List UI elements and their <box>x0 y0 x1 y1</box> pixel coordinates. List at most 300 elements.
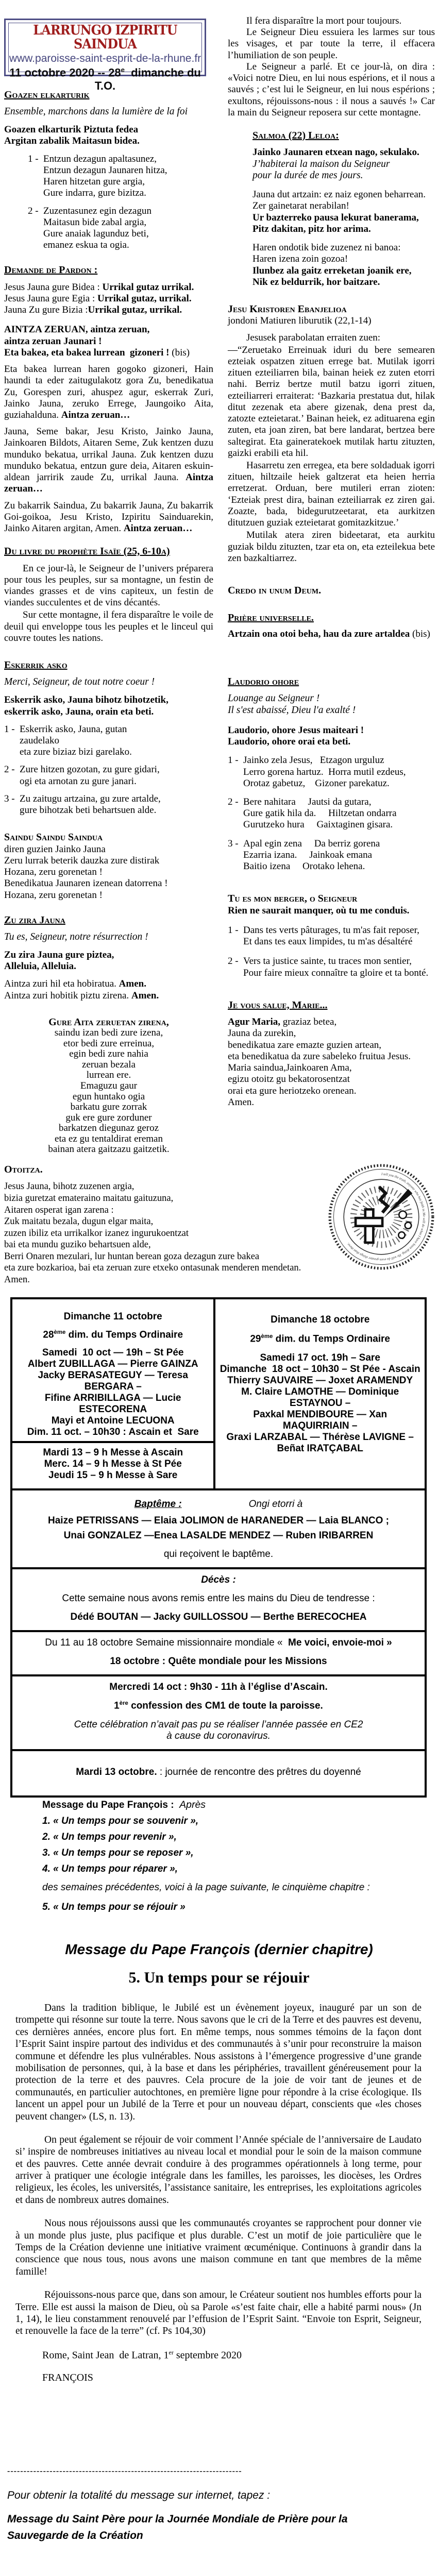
week-date: Dimanche 18 octobre <box>271 1314 370 1325</box>
section-sanctus <box>4 832 213 901</box>
text-line: Zure hitzen gozotan, zu gure gidari, <box>20 764 160 775</box>
section-heading: Goazen elkarturik <box>4 89 90 100</box>
text-line: Paxkal MENDIBOURE — Xan MAQUIRRIAIN – <box>253 1409 390 1432</box>
verse <box>4 793 213 816</box>
verse-number: 1 - <box>4 723 15 735</box>
section-berger <box>228 893 435 978</box>
right-column <box>228 15 435 1108</box>
text-line: Maria saindua,Jainkoaren Ama, <box>228 1062 352 1074</box>
pardon-line <box>4 304 213 316</box>
text-line: Zuzentasunez egin dezagun <box>43 205 151 216</box>
verse-lines <box>243 755 435 789</box>
text-line: zeruan bezala <box>82 1059 136 1070</box>
text-line: Et dans tes eaux limpides, tu m'as désaltéré <box>243 936 413 947</box>
paragraph-text: Zu bakarrik Saindua, Zu bakarrik Jauna, Zu bakarrik Goi-goikoa, Jesu Kristo, Izpiritu Sainduarekin, Jainko Aitaren argitan, Amen. <box>4 500 216 534</box>
text-line: Dans tes verts pâturages, tu m'as fait reposer, <box>243 924 419 936</box>
response: Urrikal gutaz urrikal. <box>102 281 194 293</box>
section-heading: Demande de Pardon : <box>4 264 98 276</box>
text-line: Merc. 14 – 9 h Messe à St Pée <box>44 1459 182 1470</box>
pape-intro-lead <box>42 1799 424 1811</box>
text-line: Vers ta justice sainte, tu traces mon sentier, <box>243 956 412 967</box>
prayer-lines <box>4 1181 301 1285</box>
gloria-refrain <box>4 324 213 347</box>
confession-superscript: ère <box>119 1700 128 1707</box>
deces-label: Décès : <box>201 1574 236 1586</box>
verse-lines <box>43 154 213 199</box>
text-line: Graxi LARZABAL — Thérèse LAVIGNE – <box>226 1432 414 1443</box>
text-line: Amen. <box>4 1274 30 1285</box>
text-line: bizia guretzat emateraino maitatu gaituzuna, <box>4 1193 174 1204</box>
gospel-paragraphs <box>228 332 435 564</box>
text-line: Haren hitzetan gure argia, <box>43 176 145 188</box>
verse-lines <box>243 925 435 947</box>
text-line: egun huntako ogia <box>72 1091 145 1102</box>
text-line: 1. « Un temps pour se souvenir », <box>42 1816 199 1826</box>
confession-number: 1 <box>114 1700 120 1711</box>
signature-text: Rome, Saint Jean de Latran, 1 <box>42 2349 169 2361</box>
text-line: Jeudi 15 – 9 h Messe à Sare <box>48 1470 178 1481</box>
text-line: Le Seigneur Dieu essuiera les larmes sur tous les visages, et par toute la terre, il effacera l’humiliation de son peuple. <box>228 27 437 61</box>
text-line: Hozana, zeru gorenetan ! <box>4 889 103 901</box>
text-line: Jainko zela Jesus, Etzagon urguluz <box>243 755 384 766</box>
bis-mark: (bis) <box>410 628 430 639</box>
pape-intro-label: Message du Pape François : <box>42 1800 180 1810</box>
section-priere-universelle <box>228 612 435 640</box>
text-line: Goazen elkarturik Piztuta fedea <box>4 124 139 135</box>
text-line: Ezarria izana. Jainkoak emana <box>243 849 373 860</box>
text-line: Pitz dakitan, pitz hor arima. <box>252 223 371 234</box>
text-line: Haize PETRISSANS — Elaia JOLIMON de HARANEDER — Laia BLANCO ; <box>48 1515 389 1527</box>
amen: Amen. <box>131 990 159 1001</box>
text-line: Louange au Seigneur ! <box>228 693 320 704</box>
week-ordinal <box>15 1329 210 1341</box>
text-line: J’habiterai la maison du Seigneur <box>252 158 390 170</box>
week-cell-current <box>12 1299 215 1488</box>
bapteme-row <box>12 1488 425 1567</box>
doyenne-row <box>12 1749 425 1795</box>
pape-message-chapter-title: 5. Un temps pour se réjouir <box>128 1969 310 1986</box>
ordinal-number: 28 <box>43 1329 54 1341</box>
text-line: Il s'est abaissé, Dieu l'a exalté ! <box>228 705 356 716</box>
refrain <box>228 725 435 748</box>
bapteme-heading <box>18 1499 419 1510</box>
footer-instruction: Pour obtenir la totalité du message sur internet, tapez : <box>7 2489 271 2501</box>
date-text: 11 octobre 2020 -- 28 <box>9 65 121 79</box>
section-first-reading <box>4 546 216 644</box>
pardon-line <box>4 293 213 304</box>
section-heading: Eskerrik asko <box>4 659 68 671</box>
stanza-lines <box>252 189 435 212</box>
acclamation-text: Aintza zuri hil eta hobiratua. <box>4 978 119 990</box>
text-line: guk ere gure zorduner <box>65 1112 152 1123</box>
pape-paragraphs <box>15 2002 422 2337</box>
cross-horizontal <box>356 1218 382 1226</box>
text-line: zuzen ibiliz eta urrikalkor izanez ingurukoentzat <box>4 1228 189 1239</box>
text-line: Argitan zabalik Maitasun bidea. <box>4 135 140 147</box>
text-line: Entzun dezagun apaltasunez, <box>43 153 157 164</box>
chapter-list-note: des semaines précédentes, voici à la page suivante, le cinquième chapitre : <box>42 1882 370 1893</box>
text-line: 3. « Un temps pour se reposer », <box>42 1848 194 1858</box>
pardon-line <box>4 282 213 293</box>
text-line: Mutilak atera ziren bideetarat, eta aurkitu guziak bildu zituzten, tzar eta on, eta ezteilekua bete zen bazkaltiarrez. <box>228 530 437 564</box>
psalm-stanza <box>252 242 435 288</box>
verses <box>4 154 213 251</box>
verse-number: 3 - <box>4 793 15 804</box>
text-line: bainan atera gaitzazu gaitzetik. <box>48 1144 170 1155</box>
weekday-masses <box>12 1441 213 1488</box>
text-line: Emaguzu gaur <box>80 1080 138 1091</box>
reading-paragraphs <box>228 15 435 118</box>
text-line: Entzun dezagun Jaunaren hitza, <box>43 164 167 176</box>
verse-lines <box>20 724 213 758</box>
confession-when: Mercredi 14 oct : 9h30 - 11h à l’église d’Ascain. <box>109 1682 328 1693</box>
verse-number: 1 - <box>228 755 239 766</box>
verse-lines <box>243 838 435 873</box>
text-line: eskerrik asko, Jauna, orain eta beti. <box>4 706 154 717</box>
text-line: Ur bazterreko pausa lekurat banerama, <box>252 212 419 223</box>
gloria-paragraph <box>4 364 216 421</box>
ave-bold: Agur Maria, <box>228 1016 281 1028</box>
text-line: eta zure bozkarioa, bai eta zeruan zure etxeko ontasunak menderen mendetan. <box>4 1263 301 1274</box>
text-line: Samedi 17 oct. 19h – Sare <box>260 1352 380 1364</box>
week-ordinal <box>218 1333 422 1345</box>
text-line: Laudorio, ohore orai eta beti. <box>228 736 351 748</box>
text-line: Sur cette montagne, il fera disparaître le voile de deuil qui enveloppe tous les peuples et le linceul qui couvre toutes les nations. <box>4 609 216 643</box>
deces-line: Cette semaine nous avons remis entre les mains du Dieu de tendresse : <box>62 1593 375 1604</box>
french-subtitle: Merci, Seigneur, de tout notre coeur ! <box>4 676 155 688</box>
ave-lines <box>228 1028 435 1108</box>
paragraph-text: Eta bakea lurrean haren gogoko gizoneri, Hain haundi ta eder zaitugulakotz gora Zu, benedikatua Zu, Gorespen zuri, ahuspez agur, eskerrak Zuri, Jainko Jauna, zeruko Errege, Jaungoiko Aita, guziahalduna. <box>4 364 216 420</box>
text-line: Laudorio, ohore Jesus maiteari ! <box>228 724 364 736</box>
refrain: Rien ne saurait manquer, où tu me conduis. <box>228 905 410 916</box>
mission-line <box>18 1637 419 1649</box>
sanctus-lines <box>4 844 213 901</box>
stanza-bold-lines <box>252 212 435 235</box>
text-line: Zu zaitugu artzaina, gu zure artalde, <box>20 793 161 804</box>
verse <box>28 154 213 199</box>
masthead-box <box>4 19 206 92</box>
verse-number: 2 - <box>228 796 239 808</box>
text-line: Samedi 10 oct — 19h – St Pée <box>42 1347 184 1359</box>
section-zuzira <box>4 914 213 1002</box>
mass-lines <box>15 1347 210 1438</box>
text-line: Zeru lurrak beterik dauzka zure distirak <box>4 855 160 866</box>
gloria-refrain-last <box>4 347 213 359</box>
verse-number: 2 - <box>228 956 239 967</box>
signature-superscript: er <box>169 2348 174 2356</box>
pape-intro-apres: Après <box>179 1799 206 1810</box>
text-line: gure bihotzak beti behartsuen alde. <box>20 805 157 816</box>
parish-website: www.paroisse-saint-esprit-de-la-rhune.fr <box>9 52 201 64</box>
verse-lines <box>43 206 213 251</box>
verse-number: 2 - <box>28 205 39 216</box>
section-psalm <box>252 130 435 288</box>
text-line: Apal egin zena Da berriz gorena <box>243 838 380 849</box>
text-line: Hozana, zeru gorenetan ! <box>4 867 103 878</box>
text-line: Albert ZUBILLAGA — Pierre GAINZA <box>27 1359 198 1370</box>
invocation: Jesus Jauna gure Bidea : <box>4 281 103 293</box>
paragraph-text: Jauna, Seme bakar, Jesu Kristo, Jainko Jauna, Jainkoaren Bildots, Aitaren Seme, Zuk kentzen duzu munduko bekatua, urrikal Jauna. Zuk kentzen duzu munduko bekatua, entzun gure deia, Aitaren eskuin-aldean jarririk zaude Zu, urrikal Jauna. <box>4 426 216 483</box>
section-credo <box>228 585 435 597</box>
section-heading: Tu es mon berger, o Seigneur <box>228 893 358 905</box>
prayer-lines <box>4 1028 213 1155</box>
text-line: Jacky BERASATEGUY — Teresa BERGARA – <box>38 1370 191 1393</box>
text-line: eta ez gu tentaldirat ereman <box>55 1133 163 1144</box>
text-line: Eskerrik asko, Jauna bihotz bihotzetik, <box>4 694 169 706</box>
confession-what <box>18 1700 419 1711</box>
date-superscript: e <box>121 65 125 74</box>
mass-lines <box>218 1352 422 1454</box>
verse-number: 2 - <box>4 764 15 775</box>
text-line: Zuk maitatu bezala, dugun elgar maita, <box>4 1216 154 1227</box>
intention-refrain <box>228 629 435 640</box>
verse-lines <box>243 956 435 978</box>
text-line: —“Zeruetako Erreinuak iduri du bere semearen ezteiak ospatzen zituen errege bat. Mutilak igorri zituen ezteiliarren bila, bainan heiek ez zuten etorri nahi. Berriz bertze mutil batzu igorri zituen, ezteiliarreri erraiterat: ‘Bazkaria prestatua dut, hilak ditut zezenak eta abere gizenak, dena prest da, zatozte ezteietarat.’ Bainan heiek, ez adituarena egin zuten, eta joan ziren, bat bere landarat, bertzea bere saltegirat. Eta gaineratekoek mutilak hartu zituzten, gaizki erabili eta hil. <box>228 344 437 459</box>
ave-lead-line <box>228 1016 435 1028</box>
invocation: Jesus Jauna gure Egia : <box>4 293 97 304</box>
bapteme-welcome: Ongi etorri à <box>248 1499 303 1510</box>
text-line: zaudelako <box>20 735 60 746</box>
bis-mark: (bis) <box>169 347 190 358</box>
text-line: AINTZA ZERUAN, aintza zeruan, <box>4 324 150 335</box>
verse-number: 1 - <box>228 924 239 936</box>
section-pardon <box>4 264 213 316</box>
section-notre-pere <box>4 1017 213 1155</box>
doyenne-text: : journée de rencontre des prêtres du doyenné <box>157 1766 361 1777</box>
text-line: M. Claire LAMOTHE — Dominique ESTAYNOU – <box>241 1386 402 1409</box>
text-line: ogi eta arnotan zu gure janari. <box>20 775 137 787</box>
section-otoitza <box>4 1163 301 1285</box>
text-line: Dimanche 18 oct – 10h30 – St Pée - Ascain <box>220 1364 420 1375</box>
section-ave-maria <box>228 999 435 1108</box>
gloria-paragraph <box>4 500 216 535</box>
text-line: Nik ez beldurrik, hor baitzare. <box>252 276 380 287</box>
section-heading: Prière universelle. <box>228 612 314 624</box>
page-footer <box>7 2467 419 2544</box>
text-line: Aitaren osperat igan zarena : <box>4 1205 114 1215</box>
verse-lines <box>20 764 213 787</box>
confession-text: confession des CM1 de toute la paroisse. <box>128 1700 323 1711</box>
text-line: Fifine ARRIBILLAGA — Lucie ESTECORENA <box>44 1393 184 1415</box>
refrain <box>4 694 213 717</box>
verse-lines <box>20 793 213 816</box>
refrain-cue: Aintza zeruan… <box>4 472 216 495</box>
confession-row <box>12 1674 425 1749</box>
text-line: Hasarretu zen erregea, eta bere soldaduak igorri zituen, hiltzaile heiek galtzerat eta heien herria erretzerat. Orduan, bere mutileri erran zioten: ‘Ezteiak prest dira, bainan ezteiliarrak ez ziren gai. Zoazte, bada, bidegurutzeetarat, eta aurkitzen ditutzuen guziak ezteietarat gomitazkitzue.’ <box>228 460 437 529</box>
deces-names: Dédé BOUTAN — Jacky GUILLOSSOU — Berthe BERECOCHEA <box>70 1612 367 1623</box>
confession-note2: à cause du coronavirus. <box>166 1730 271 1741</box>
weekday-lines <box>15 1447 210 1481</box>
text-line: Zer gainetarat nerabilan! <box>252 200 349 212</box>
text-line: Gure gatik hila da. Hiltzetan ondarra <box>243 808 397 819</box>
text-line: Jesus Jauna, bihotz zuzenen argia, <box>4 1181 134 1192</box>
reading-paragraphs <box>4 563 216 645</box>
ave-rest: graziaz betea, <box>280 1016 337 1028</box>
parish-title: LARRUNGO IZPIRITU SAINDUA <box>33 23 181 53</box>
psalm-refrain: Jainko Jaunaren etxean nago, sekulako. <box>252 147 419 158</box>
text-line: Réjouissons-nous parce que, dans son amour, le Créateur soutient nos humbles efforts pour la Terre. Elle est aussi la maison de Dieu, où sa Parole «s’est faite chair, elle a habité parmi nous» (Jn 1, 14), le lieu constamment renouvelé par l’effusion de l’Esprit Saint. “Envoie ton Esprit, Seigneur, et renouvelle la face de la terre” (cf. Ps 104,30) <box>15 2290 424 2337</box>
text-line: Mardi 13 – 9 h Messe à Ascain <box>43 1447 183 1459</box>
verse <box>4 724 213 758</box>
psalm-stanza <box>252 189 435 235</box>
text-line: Alleluia, Alleluia. <box>4 961 76 972</box>
text-line: Nous nous réjouissons aussi que les communautés croyantes se rapprochent pour donner vie à un monde plus juste, plus pacifique et plus durable. C’est un motif de joie particulière que le Temps de la Création devienne une initiative vraiment œcuménique. Continuons à grandir dans la conscience que nous tous, nous avons une maison commune en tant que membres de la même famille! <box>15 2218 424 2277</box>
text-line: Baitio izena Orotako lehena. <box>243 861 365 872</box>
text-line: bai eta mundu guziko behartsuen alde, <box>4 1240 151 1250</box>
psalm-refrain-french <box>252 159 435 182</box>
text-line: barkatu gure zorrak <box>70 1101 147 1113</box>
footer-search-phrase: Message du Saint Père pour la Journée Mondiale de Prière pour la Sauvegarde de la Création <box>7 2513 351 2541</box>
left-column <box>4 85 216 1155</box>
text-line: Jauna dut artzain: ez naiz egonen beharrean. <box>252 189 426 200</box>
acclamation-text: Aintza zuri hobitik piztu zirena. <box>4 990 131 1001</box>
section-heading: Otoitza. <box>4 1164 43 1175</box>
ordinal-text: dim. du Temps Ordinaire <box>273 1333 390 1345</box>
section-reading-continuation <box>228 15 435 118</box>
stanza-lines <box>252 242 435 265</box>
text-line: Zu zira Jauna gure piztea, <box>4 949 114 960</box>
signature-name: FRANÇOIS <box>42 2372 93 2384</box>
section-heading: Saindu Saindu Saindua <box>4 832 103 843</box>
refrain <box>4 950 213 972</box>
ordinal-superscript: ème <box>261 1333 273 1340</box>
mission-quete: 18 octobre : Quête mondiale pour les Missions <box>110 1656 327 1667</box>
divider-dashes: ------------------------------------------------------------------------ <box>7 2467 242 2476</box>
section-heading: Zu zira Jauna <box>4 914 65 926</box>
announcements-table <box>10 1297 427 1798</box>
verse <box>228 796 435 831</box>
verse-lines <box>243 796 435 831</box>
verse <box>228 755 435 789</box>
text-line: egizu otoitz gu bekatorosentzat <box>228 1074 350 1085</box>
text-line: Le Seigneur a parlé. Et ce jour-là, on dira : «Voici notre Dieu, en lui nous espérions, et il nous a sauvés ; c’est lui le Seigneur, en lui nous espérions ; exultons, réjouissons-nous : il nous a sauvés !» Car la main du Seigneur reposera sur cette montagne. <box>228 61 437 118</box>
section-heading: Laudorio ohore <box>228 675 299 687</box>
text-line: Thierry SAUVAIRE — Joxet ARAMENDY <box>227 1375 413 1386</box>
doyenne-line <box>18 1767 419 1778</box>
text-line: eta zure biziaz bizi garelako. <box>20 747 132 758</box>
text-line: Maitasun bide zabal argia, <box>43 216 147 228</box>
french-subtitle: Tu es, Seigneur, notre résurrection ! <box>4 931 148 943</box>
section-heading: Jesu Kristoren Ebanjelioa <box>228 303 347 315</box>
mission-week-row <box>12 1630 425 1674</box>
ordinal-superscript: ème <box>54 1329 66 1335</box>
text-line: benedikatua zare emazte guzien artean, <box>228 1039 382 1050</box>
text-line: saindu izan bedi zure izena, <box>54 1027 163 1039</box>
verse <box>4 764 213 787</box>
text-line: pour la durée de mes jours. <box>252 170 363 181</box>
text-line: orai eta gure heriotzeko orenean. <box>228 1085 357 1096</box>
ordinal-number: 29 <box>250 1333 261 1345</box>
text-line: On peut également se réjouir de voir comment l’Année spéciale de l’anniversaire de Laudato si’ inspire de nombreuses initiatives au niveau local et mondial pour le soin de la maison commune et des pauvres. Cette année devrait conduire à des programmes opérationnels à long terme, pour arriver à pratiquer une écologie intégrale dans les familles, les paroisses, les diocèses, les Ordres religieux, les écoles, les universités, l’assistance sanitaire, les entreprises, les exploitations agricoles et dans de nombreux autres domaines. <box>15 2134 424 2206</box>
week-cell-next <box>215 1299 425 1488</box>
section-heading: Credo in unum Deum. <box>228 584 322 596</box>
gloria-paragraph <box>4 426 216 495</box>
chapter-list <box>42 1816 424 1875</box>
confession-note: Cette célébration n’avait pas pu se réaliser l’année passée en CE2 <box>74 1719 363 1730</box>
text-line: barkatzen diegunaz geroz <box>58 1123 159 1134</box>
refrain-cue: Aintza zeruan… <box>61 409 130 420</box>
mission-text: Du 11 au 18 octobre Semaine missionnaire mondiale « <box>45 1637 289 1649</box>
verse <box>228 925 435 947</box>
rim-script-text: I tell you the truth, anyone who has faith in Me will do what I have been doing. He will do even greater things than these. <box>346 1172 426 1262</box>
pape-intro <box>42 1799 424 1913</box>
refrain-text: Eta bakea, eta bakea lurrean gizoneri ! <box>4 347 170 358</box>
diagonal-arrow <box>383 1189 412 1218</box>
mission-motto: Me voici, envoie-moi » <box>288 1637 392 1649</box>
text-line: etor bedi zure erreinua, <box>63 1038 155 1049</box>
zigzag-motif <box>379 1187 388 1213</box>
section-heading: Du livre du prophète Isaïe (25, 6-10a) <box>4 546 170 557</box>
acclamation-line <box>4 978 213 990</box>
text-line: Jesusek parabolatan erraiten zuen: <box>246 332 381 343</box>
ordinal-text: dim. du Temps Ordinaire <box>65 1329 183 1341</box>
section-gloria <box>4 324 216 534</box>
french-subtitle <box>228 693 435 717</box>
text-line: Berri Onaren mezulari, lur huntan berean goza dezagun zure bakea <box>4 1251 260 1262</box>
text-line: Gurutzeko hura Gaixtaginen gisara. <box>243 819 393 831</box>
mandala-cross-image <box>328 1163 435 1270</box>
response: Urrikal gutaz, urrikal. <box>88 304 182 316</box>
current-week-masses <box>12 1299 213 1441</box>
pape-message-body <box>15 2002 422 2384</box>
text-line: Unai GONZALEZ —Enea LASALDE MENDEZ — Ruben IRIBARREN <box>63 1530 374 1541</box>
text-line: Amen. <box>228 1096 255 1108</box>
text-line: Beñat IRATÇABAL <box>277 1443 363 1454</box>
refrain-text: Artzain ona otoi beha, hau da zure artaldea <box>228 628 410 639</box>
text-line: En ce jour-là, le Seigneur de l’univers préparera pour tous les peuples, sur sa montagne, un festin de viandes grasses et de vins capiteux, un festin de viandes succulentes et de vins décantés. <box>4 563 216 608</box>
invocation: Jauna Zu gure Bizia : <box>4 304 88 316</box>
text-line: lurrean ere. <box>86 1070 131 1081</box>
refrain-cue: Aintza zeruan… <box>123 522 193 534</box>
text-line: egin bedi zure nahia <box>69 1048 148 1060</box>
verse <box>228 838 435 873</box>
bapteme-label: Baptême : <box>134 1499 182 1510</box>
section-heading: Je vous salue, Marie... <box>228 999 328 1011</box>
response: Urrikal gutaz, urrikal. <box>97 293 192 304</box>
section-heading: Salmoa (22) Leloa: <box>252 129 339 141</box>
verse-number: 1 - <box>28 153 39 164</box>
text-line: Dim. 11 oct. – 10h30 : Ascain et Sare <box>27 1427 199 1438</box>
section-gospel <box>228 303 435 564</box>
refrain <box>4 124 213 147</box>
verse-number: 3 - <box>228 838 239 849</box>
text-line: 4. « Un temps pour réparer », <box>42 1863 178 1874</box>
text-line: Gure anaiak lagunduz beti, <box>43 228 149 239</box>
section-heading: Gure Aita zeruetan zirena, <box>48 1016 169 1028</box>
french-subtitle: Ensemble, marchons dans la lumière de la foi <box>4 106 188 117</box>
table-week-row <box>12 1299 425 1488</box>
section-goazen <box>4 89 213 251</box>
text-line: Bere nahitara Jautsi da gutara, <box>243 796 372 808</box>
text-line: Ilunbez ala gaitz erreketan joanik ere, <box>252 265 412 276</box>
text-line: Dans la tradition biblique, le Jubilé est un évènement joyeux, inauguré par un son de trompette qui résonne sur toute la terre. Nous savons que le cri de la Terre et des pauvres est devenu, ces dernières années, encore plus fort. En même temps, nous sommes témoins de la façon dont l’Esprit Saint inspire partout des individus et des communautés à s’unir pour reconstruire la maison commune et défendre les plus vulnérables. Nous assistons à l’émergence progressive d’une grande mobilisation de personnes, qui, à la base et dans les périphéries, travaillent généreusement pour la protection de la terre et des pauvres. Cela procure de la joie de voir tant de jeunes et de communautés, en particulier autochtones, en première ligne pour répondre à la crise écologique. Ils lancent un appel pour un Jubilé de la Terre et pour un nouveau départ, conscients que «les choses peuvent changer» (LS, n. 13). <box>15 2003 424 2122</box>
signature-date: septembre 2020 <box>173 2349 242 2361</box>
text-line: Haren ondotik bide zuzenez ni banoa: <box>252 242 401 253</box>
bapteme-names <box>18 1515 419 1541</box>
text-line: Il fera disparaître la mort pour toujours. <box>246 15 402 26</box>
section-laudorio <box>228 676 435 872</box>
bapteme-footer: qui reçoivent le baptême. <box>163 1549 274 1560</box>
deces-row <box>12 1567 425 1630</box>
verse <box>28 206 213 251</box>
stanza-bold-lines <box>252 265 435 288</box>
pape-message-heading: Message du Pape François (dernier chapitre) <box>65 1941 373 1957</box>
chapter-five-item: 5. « Un temps pour se réjouir » <box>42 1902 186 1912</box>
text-line: emanez eskua ta ogia. <box>43 240 129 251</box>
doyenne-date: Mardi 13 octobre. <box>76 1766 157 1777</box>
amen: Amen. <box>119 978 146 990</box>
text-line: eta benedikatua da zure sabeleko fruitua Jesus. <box>228 1050 411 1062</box>
